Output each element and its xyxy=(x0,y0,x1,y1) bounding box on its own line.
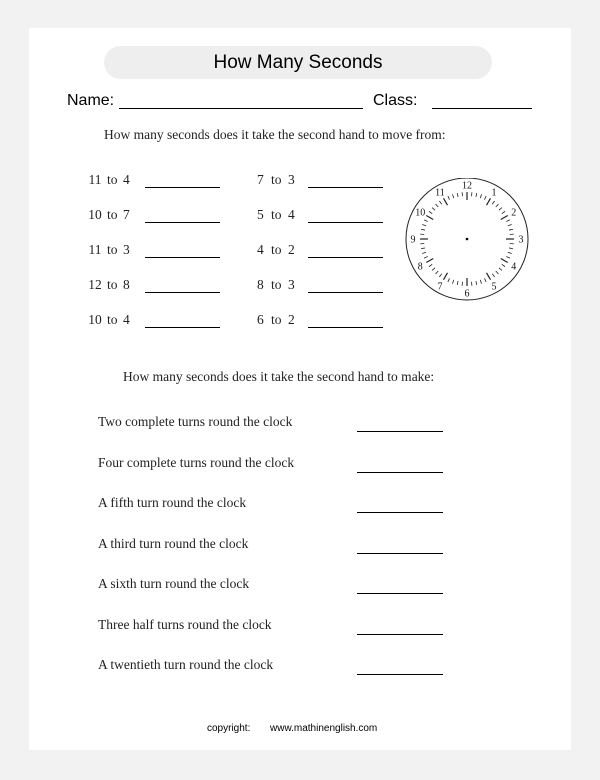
clock-numeral: 8 xyxy=(417,261,423,273)
to-word: to xyxy=(107,172,118,187)
answer-blank[interactable] xyxy=(145,222,220,223)
to-number: 8 xyxy=(123,277,130,292)
answer-blank[interactable] xyxy=(357,593,443,594)
answer-blank[interactable] xyxy=(357,674,443,675)
worksheet-page xyxy=(29,28,571,750)
from-number: 11 xyxy=(88,172,102,187)
answer-blank[interactable] xyxy=(357,634,443,635)
from-number: 10 xyxy=(88,207,102,222)
section1-instruction: How many seconds does it take the second hand to move from: xyxy=(104,127,446,142)
question-text: Two complete turns round the clock xyxy=(98,414,293,429)
to-word: to xyxy=(271,207,282,222)
question-text: Four complete turns round the clock xyxy=(98,455,295,470)
copyright-website[interactable]: www.mathinenglish.com xyxy=(270,723,378,734)
class-label: Class: xyxy=(373,92,418,109)
clock-numeral: 10 xyxy=(415,207,426,219)
answer-blank[interactable] xyxy=(308,187,383,188)
copyright-label: copyright: xyxy=(207,723,251,734)
class-field[interactable] xyxy=(432,108,532,109)
to-number: 4 xyxy=(123,172,130,187)
answer-blank[interactable] xyxy=(308,327,383,328)
answer-blank[interactable] xyxy=(308,292,383,293)
to-word: to xyxy=(271,277,282,292)
clock-numeral: 2 xyxy=(511,207,517,219)
clock-numeral: 6 xyxy=(464,288,470,300)
name-field[interactable] xyxy=(119,108,363,109)
answer-blank[interactable] xyxy=(145,327,220,328)
to-number: 4 xyxy=(123,312,130,327)
to-word: to xyxy=(271,312,282,327)
to-number: 4 xyxy=(288,207,295,222)
answer-blank[interactable] xyxy=(308,257,383,258)
answer-blank[interactable] xyxy=(357,553,443,554)
clock-numeral: 5 xyxy=(491,281,497,293)
question-text: Three half turns round the clock xyxy=(98,617,272,632)
from-number: 12 xyxy=(88,277,102,292)
name-label: Name: xyxy=(67,92,115,109)
from-number: 8 xyxy=(257,277,264,292)
from-number: 10 xyxy=(88,312,102,327)
clock-numeral: 1 xyxy=(491,187,497,199)
from-number: 6 xyxy=(257,312,264,327)
clock-center-dot xyxy=(466,238,469,241)
clock-numeral: 9 xyxy=(410,234,416,246)
section2-instruction: How many seconds does it take the second hand to make: xyxy=(123,369,435,384)
answer-blank[interactable] xyxy=(145,187,220,188)
from-number: 7 xyxy=(257,172,264,187)
question-text: A third turn round the clock xyxy=(98,536,249,551)
answer-blank[interactable] xyxy=(145,292,220,293)
to-number: 2 xyxy=(288,312,295,327)
worksheet-title: How Many Seconds xyxy=(104,46,492,79)
to-word: to xyxy=(107,242,118,257)
clock-face xyxy=(404,178,532,306)
clock-numeral: 12 xyxy=(462,180,472,192)
answer-blank[interactable] xyxy=(357,472,443,473)
to-word: to xyxy=(107,312,118,327)
answer-blank[interactable] xyxy=(308,222,383,223)
clock-numeral: 11 xyxy=(435,187,445,199)
to-word: to xyxy=(107,277,118,292)
to-word: to xyxy=(271,242,282,257)
clock-numeral: 7 xyxy=(437,281,443,293)
to-number: 3 xyxy=(288,277,295,292)
to-number: 3 xyxy=(123,242,130,257)
from-number: 5 xyxy=(257,207,264,222)
question-text: A fifth turn round the clock xyxy=(98,495,247,510)
question-text: A sixth turn round the clock xyxy=(98,576,250,591)
answer-blank[interactable] xyxy=(357,431,443,432)
to-word: to xyxy=(107,207,118,222)
to-number: 2 xyxy=(288,242,295,257)
to-word: to xyxy=(271,172,282,187)
clock-numeral: 4 xyxy=(511,261,517,273)
question-text: A twentieth turn round the clock xyxy=(98,657,274,672)
clock-numeral: 3 xyxy=(518,234,524,246)
from-number: 11 xyxy=(88,242,102,257)
answer-blank[interactable] xyxy=(145,257,220,258)
answer-blank[interactable] xyxy=(357,512,443,513)
to-number: 3 xyxy=(288,172,295,187)
from-number: 4 xyxy=(257,242,264,257)
to-number: 7 xyxy=(123,207,130,222)
